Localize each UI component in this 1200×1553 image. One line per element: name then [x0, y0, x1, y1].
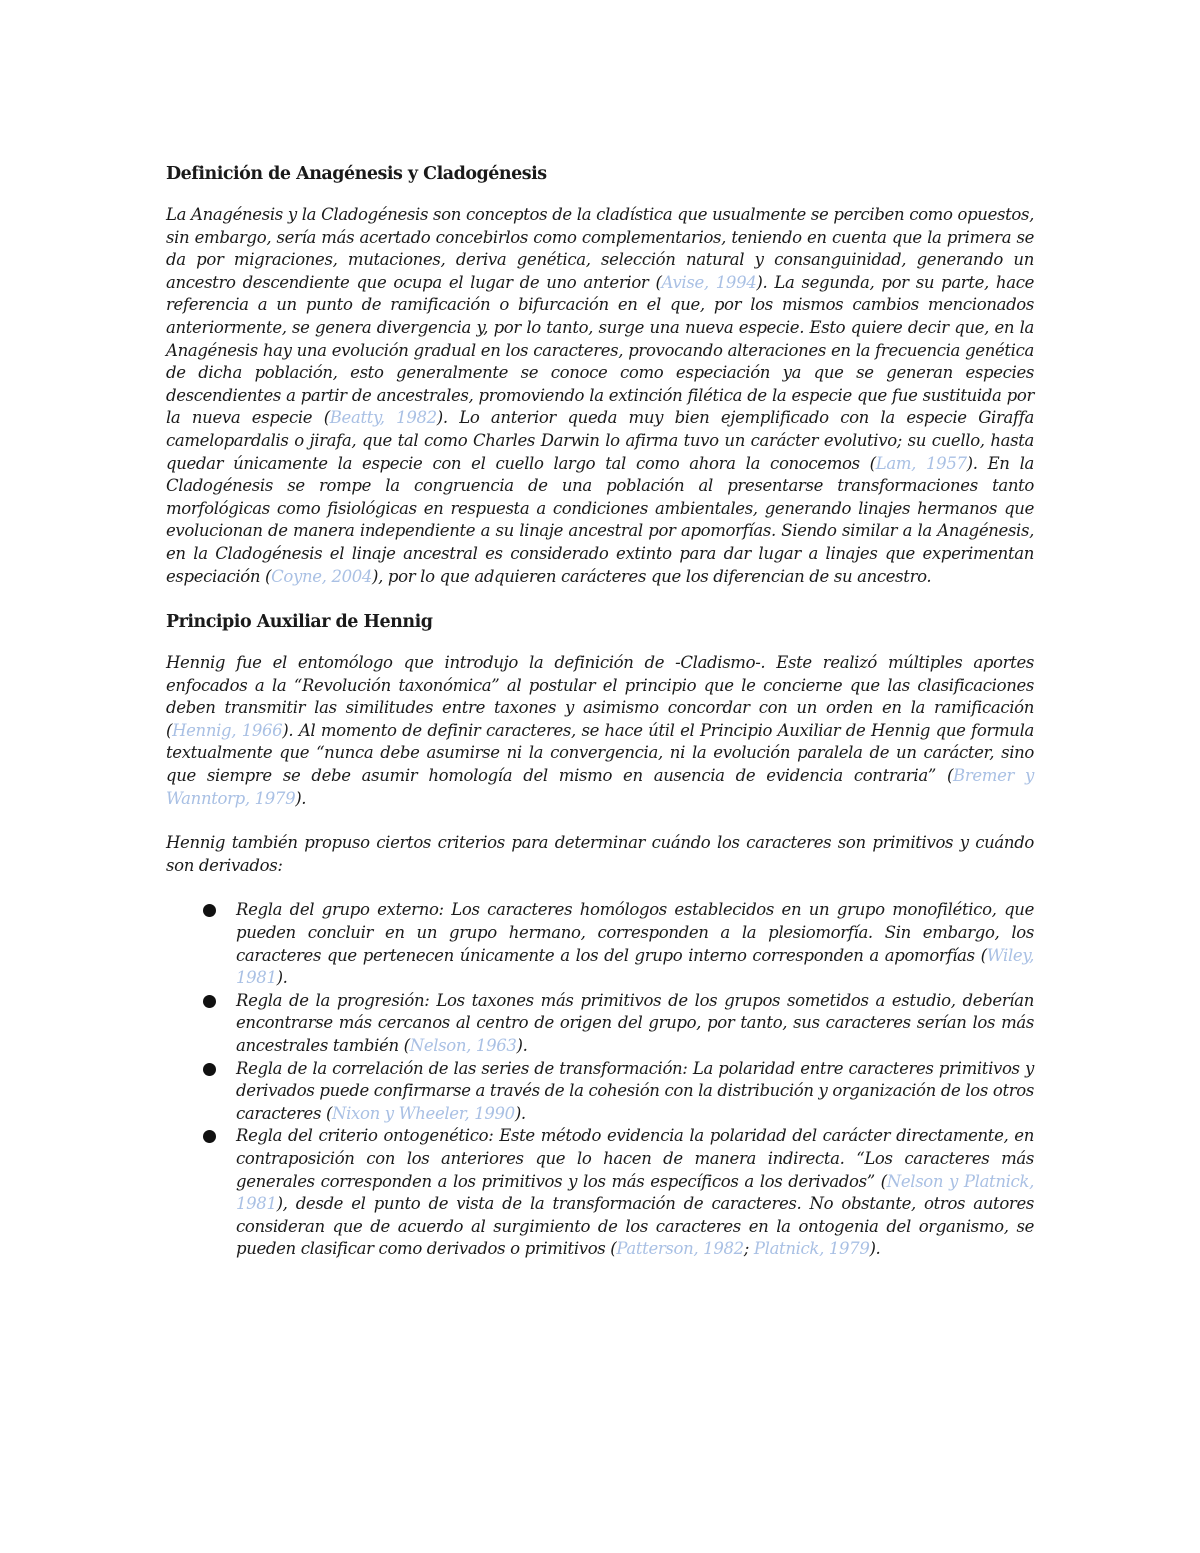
criteria-list [166, 899, 1034, 1261]
bullet-icon [203, 1063, 216, 1076]
citation-link[interactable]: Platnick, 1979 [753, 1239, 870, 1259]
citation-link[interactable]: Avise, 1994 [661, 272, 757, 292]
citation-link[interactable]: Patterson, 1982 [616, 1239, 744, 1259]
document-page [166, 160, 1034, 1261]
citation-link[interactable]: Coyne, 2004 [271, 566, 373, 586]
bullet-icon [203, 995, 216, 1008]
citation-link[interactable]: Beatty, 1982 [329, 408, 437, 428]
bullet-icon [203, 1130, 216, 1143]
paragraph-anagenesis: La Anagénesis y la Cladogénesis son conceptos de la cladística que usualmente se perciben como opuestos, sin embargo, sería más acertado concebirlos como complementarios, teniendo en cuenta que la primera se da por migraciones, mutaciones, deriva genética, selección natural y consanguinidad, generando un ancestro descendiente que ocupa el lugar de uno anterior (Avise, 1994). La segunda, por su parte, hace referencia a un punto de ramificación o bifurcación en el que, por los mismos cambios mencionados anteriormente, se genera divergencia y, por lo tanto, surge una nueva especie. Esto quiere decir que, en la Anagénesis hay una evolución gradual en los caracteres, provocando alteraciones en la frecuencia genética de dicha población, esto generalmente se conoce como especiación ya que se generan especies descendientes a partir de ancestrales, promoviendo la extinción filética de la especie que fue sustituida por la nueva especie (Beatty, 1982). Lo anterior queda muy bien ejemplificado con la especie Giraffa camelopardalis o jirafa, que tal como Charles Darwin lo afirma tuvo un carácter evolutivo; su cuello, hasta quedar únicamente la especie con el cuello largo tal como ahora la conocemos (Lam, 1957). En la Cladogénesis se rompe la congruencia de una población al presentarse transformaciones tanto morfológicas como fisiológicas en respuesta a condiciones ambientales, generando linajes hermanos que evolucionan de manera independiente a su linaje ancestral por apomorfías. Siendo similar a la Anagénesis, en la Cladogénesis el linaje ancestral es considerado extinto para dar lugar a linajes que experimentan especiación (Coyne, 2004), por lo que adquieren carácteres que los diferencian de su ancestro. [166, 205, 1035, 586]
list-item: Regla del criterio ontogenético: Este método evidencia la polaridad del carácter directamente, en contraposición con los anteriores que lo hacen de manera indirecta. “Los caracteres más generales corresponden a los primitivos y los más específicos a los derivados” (Nelson y Platnick, 1981), desde el punto de vista de la transformación de caracteres. No obstante, otros autores consideran que de acuerdo al surgimiento de los caracteres en la ontogenia del organismo, se pueden clasificar como derivados o primitivos (Patterson, 1982; Platnick, 1979). [166, 1125, 1034, 1261]
section-title-hennig: Principio Auxiliar de Hennig [166, 612, 433, 633]
list-item: Regla de la correlación de las series de transformación: La polaridad entre caracteres primitivos y derivados puede confirmarse a través de la cohesión con la distribución y organización de los otros caracteres (Nixon y Wheeler, 1990). [166, 1058, 1034, 1126]
citation-link[interactable]: Nelson y Platnick, 1981 [236, 1171, 1034, 1214]
paragraph-hennig: Hennig fue el entomólogo que introdujo la definición de -Cladismo-. Este realizó múltiples aportes enfocados a la “Revolución taxonómica” al postular el principio que le concierne que las clasificaciones deben transmitir las similitudes entre taxones y asimismo concordar con un orden en la ramificación (Hennig, 1966). Al momento de definir caracteres, se hace útil el Principio Auxiliar de Hennig que formula textualmente que “nunca debe asumirse ni la convergencia, ni la evolución paralela de un carácter, sino que siempre se debe asumir homología del mismo en ausencia de evidencia contraria” (Bremer y Wanntorp, 1979). [166, 653, 1035, 808]
list-item: Regla de la progresión: Los taxones más primitivos de los grupos sometidos a estudio, deberían encontrarse más cercanos al centro de origen del grupo, por tanto, sus caracteres serían los más ancestrales también (Nelson, 1963). [166, 990, 1034, 1058]
list-item: Regla del grupo externo: Los caracteres homólogos establecidos en un grupo monofilético, que pueden concluir en un grupo hermano, corresponden a la plesiomorfía. Sin embargo, los caracteres que pertenecen únicamente a los del grupo interno corresponden a apomorfías (Wiley, 1981). [166, 899, 1034, 989]
citation-link[interactable]: Nixon y Wheeler, 1990 [332, 1103, 515, 1123]
citation-link[interactable]: Hennig, 1966 [172, 720, 283, 740]
bullet-icon [203, 904, 216, 917]
citation-link[interactable]: Wiley, 1981 [236, 945, 1034, 988]
citation-link[interactable]: Bremer y Wanntorp, 1979 [166, 766, 1035, 808]
citation-link[interactable]: Lam, 1957 [875, 453, 967, 473]
citation-link[interactable]: Nelson, 1963 [409, 1036, 517, 1055]
paragraph-criteria-intro: Hennig también propuso ciertos criterios para determinar cuándo los caracteres son primitivos y cuándo son derivados: [166, 833, 1034, 875]
section-title-anagenesis: Definición de Anagénesis y Cladogénesis [166, 164, 547, 184]
